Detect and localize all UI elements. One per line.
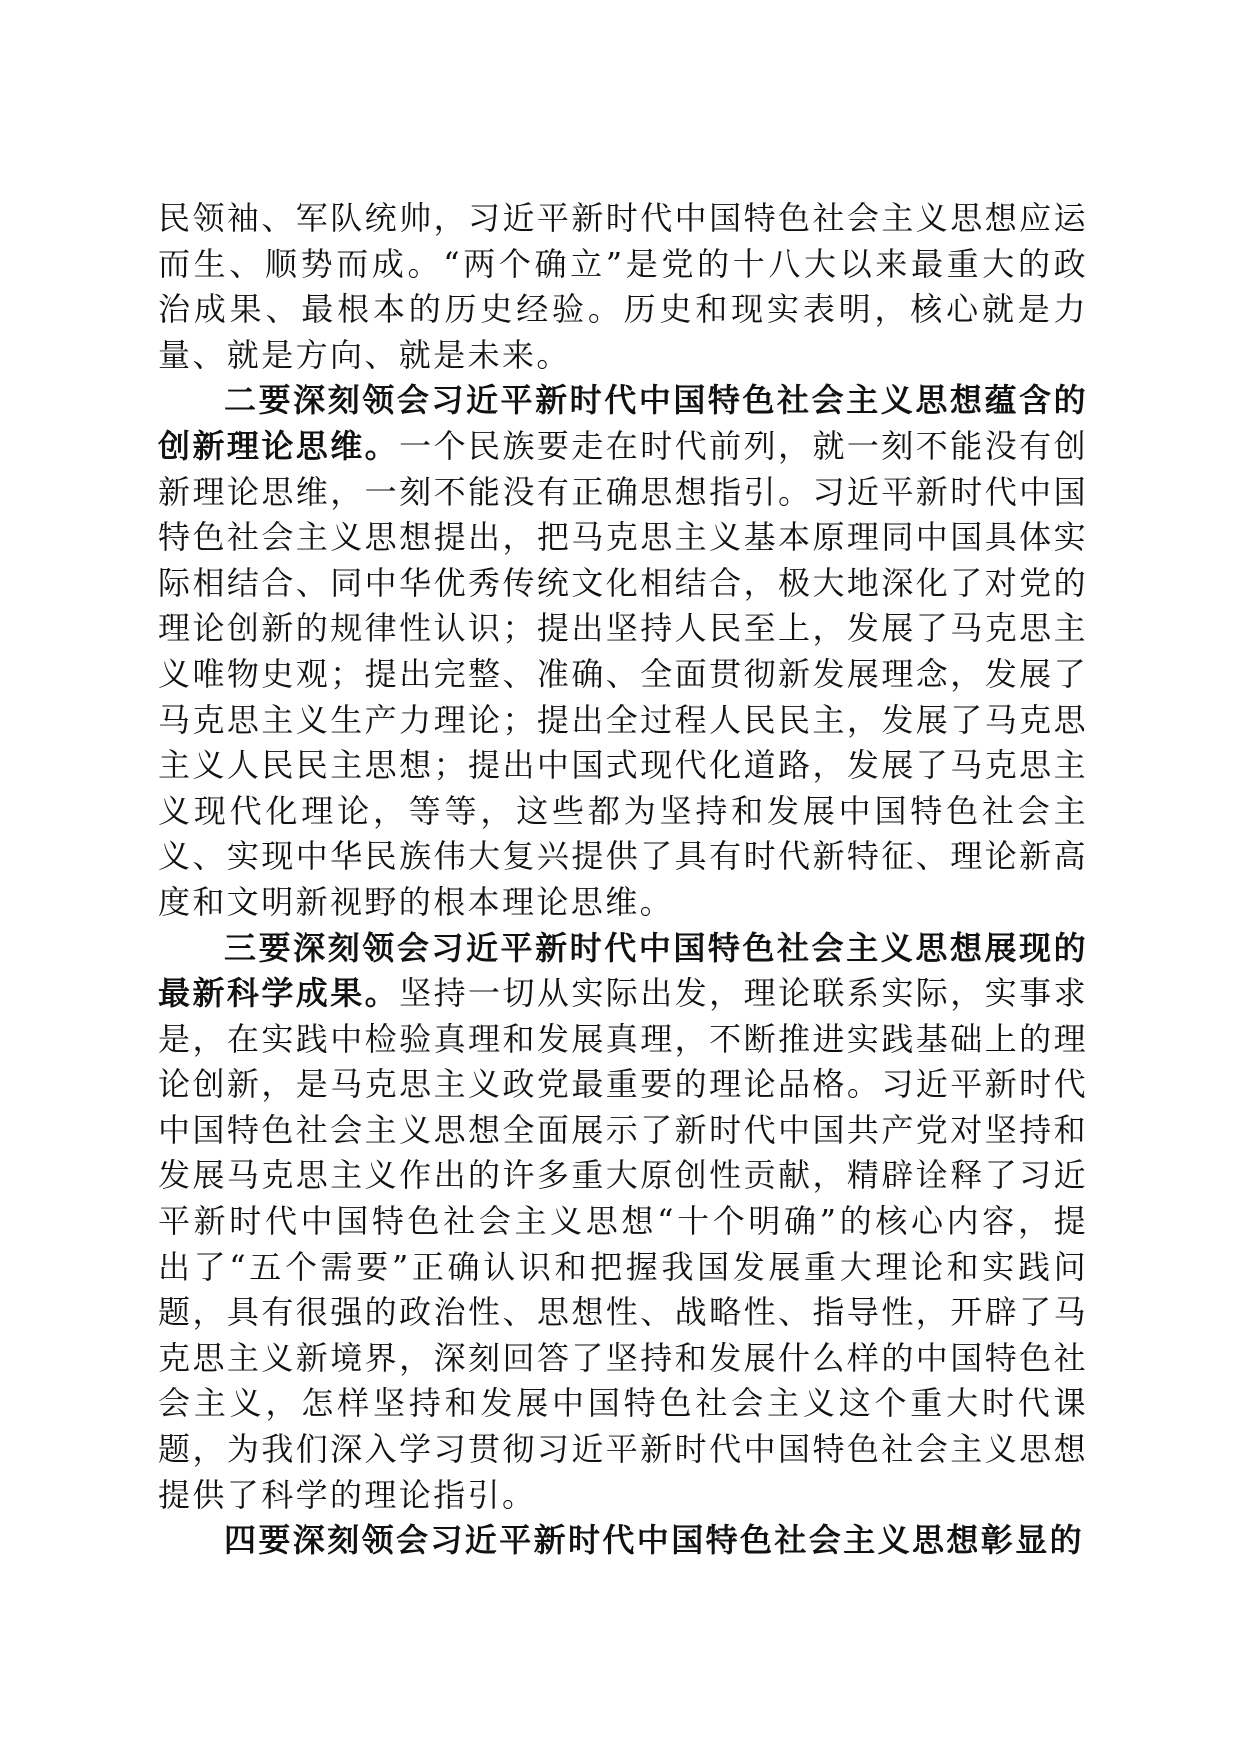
paragraph-4 (158, 1518, 1088, 1564)
paragraph-1-text: 民领袖、军队统帅，习近平新时代中国特色社会主义思想应运而生、顺势而成。“两个确立”是党的十八大以来最重大的政治成果、最根本的历史经验。历史和现实表明，核心就是力量、就是方向、就是未来。 (158, 199, 1088, 374)
paragraph-2-heading: 二要深刻领会习近平新时代中国特色社会主义思想蕴含的创新理论思维。 (158, 381, 1088, 465)
paragraph-3-text: 坚持一切从实际出发，理论联系实际，实事求是，在实践中检验真理和发展真理，不断推进实践基础上的理论创新，是马克思主义政党最重要的理论品格。习近平新时代中国特色社会主义思想全面展示了新时代中国共产党对坚持和发展马克思主义作出的许多重大原创性贡献，精辟诠释了习近平新时代中国特色社会主义思想“十个明确”的核心内容，提出了“五个需要”正确认识和把握我国发展重大理论和实践问题，具有很强的政治性、思想性、战略性、指导性，开辟了马克思主义新境界，深刻回答了坚持和发展什么样的中国特色社会主义，怎样坚持和发展中国特色社会主义这个重大时代课题，为我们深入学习贯彻习近平新时代中国特色社会主义思想提供了科学的理论指引。 (158, 974, 1088, 1514)
paragraph-2 (158, 378, 1088, 925)
paragraph-1 (158, 196, 1088, 378)
paragraph-3 (158, 926, 1088, 1519)
paragraph-4-heading: 四要深刻领会习近平新时代中国特色社会主义思想彰显的 (224, 1521, 1085, 1560)
paragraph-3-heading: 三要深刻领会习近平新时代中国特色社会主义思想展现的最新科学成果。 (158, 928, 1088, 1013)
document-body (158, 196, 1088, 1564)
paragraph-2-text: 一个民族要走在时代前列，就一刻不能没有创新理论思维，一刻不能没有正确思想指引。习近平新时代中国特色社会主义思想提出，把马克思主义基本原理同中国具体实际相结合、同中华优秀传统文化相结合，极大地深化了对党的理论创新的规律性认识；提出坚持人民至上，发展了马克思主义唯物史观；提出完整、准确、全面贯彻新发展理念，发展了马克思主义生产力理论；提出全过程人民民主，发展了马克思主义人民民主思想；提出中国式现代化道路，发展了马克思主义现代化理论，等等，这些都为坚持和发展中国特色社会主义、实现中华民族伟大复兴提供了具有时代新特征、理论新高度和文明新视野的根本理论思维。 (158, 426, 1088, 921)
